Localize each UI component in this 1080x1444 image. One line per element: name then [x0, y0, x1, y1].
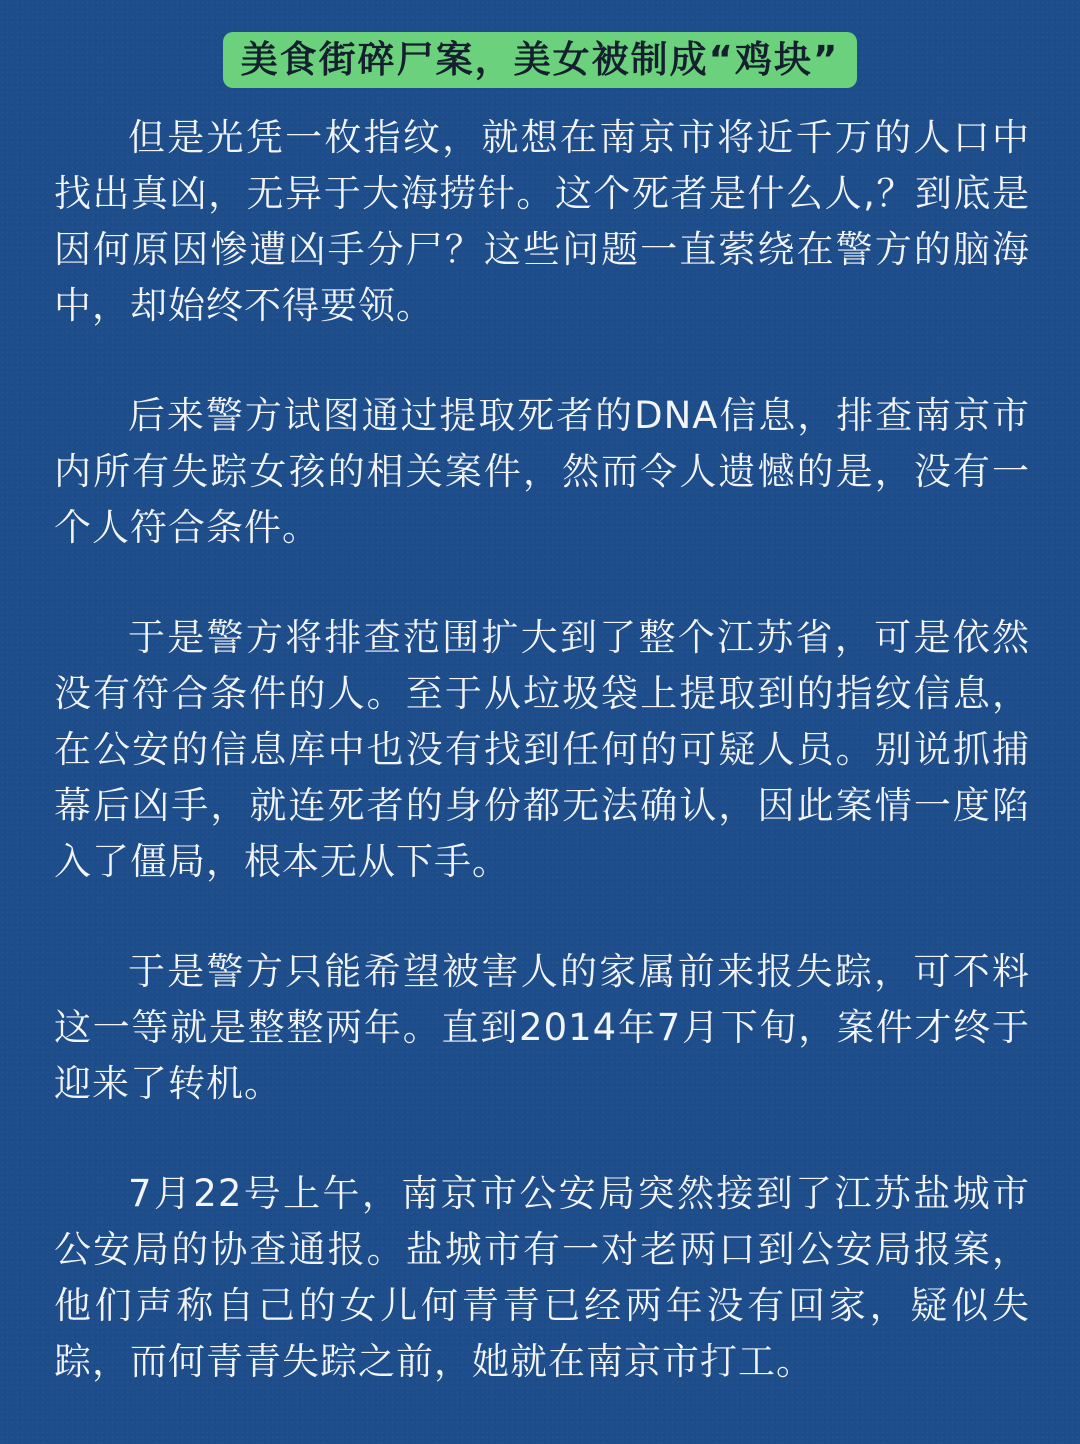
paragraph: 于是警方只能希望被害人的家属前来报失踪，可不料这一等就是整整两年。直到2014年7月下旬，案件才终于迎来了转机。	[54, 950, 1030, 1105]
paragraph: 7月22号上午，南京市公安局突然接到了江苏盐城市公安局的协查通报。盐城市有一对老两口到公安局报案，他们声称自己的女儿何青青已经两年没有回家，疑似失踪，而何青青失踪之前，她就在南京市打工。	[54, 1172, 1030, 1383]
article-title: 美食街碎尸案，美女被制成“鸡块”	[223, 32, 858, 88]
paragraph: 后来警方试图通过提取死者的DNA信息，排查南京市内所有失踪女孩的相关案件，然而令人遗憾的是，没有一个人符合条件。	[54, 394, 1030, 549]
article-body	[54, 110, 1030, 1444]
paragraph: 但是光凭一枚指纹，就想在南京市将近千万的人口中找出真凶，无异于大海捞针。这个死者是什么人,？到底是因何原因惨遭凶手分尸？这些问题一直萦绕在警方的脑海中，却始终不得要领。	[54, 116, 1030, 327]
title-banner	[0, 32, 1080, 88]
paragraph: 于是警方将排查范围扩大到了整个江苏省，可是依然没有符合条件的人。至于从垃圾袋上提取到的指纹信息，在公安的信息库中也没有找到任何的可疑人员。别说抓捕幕后凶手，就连死者的身份都无法确认，因此案情一度陷入了僵局，根本无从下手。	[54, 616, 1030, 883]
